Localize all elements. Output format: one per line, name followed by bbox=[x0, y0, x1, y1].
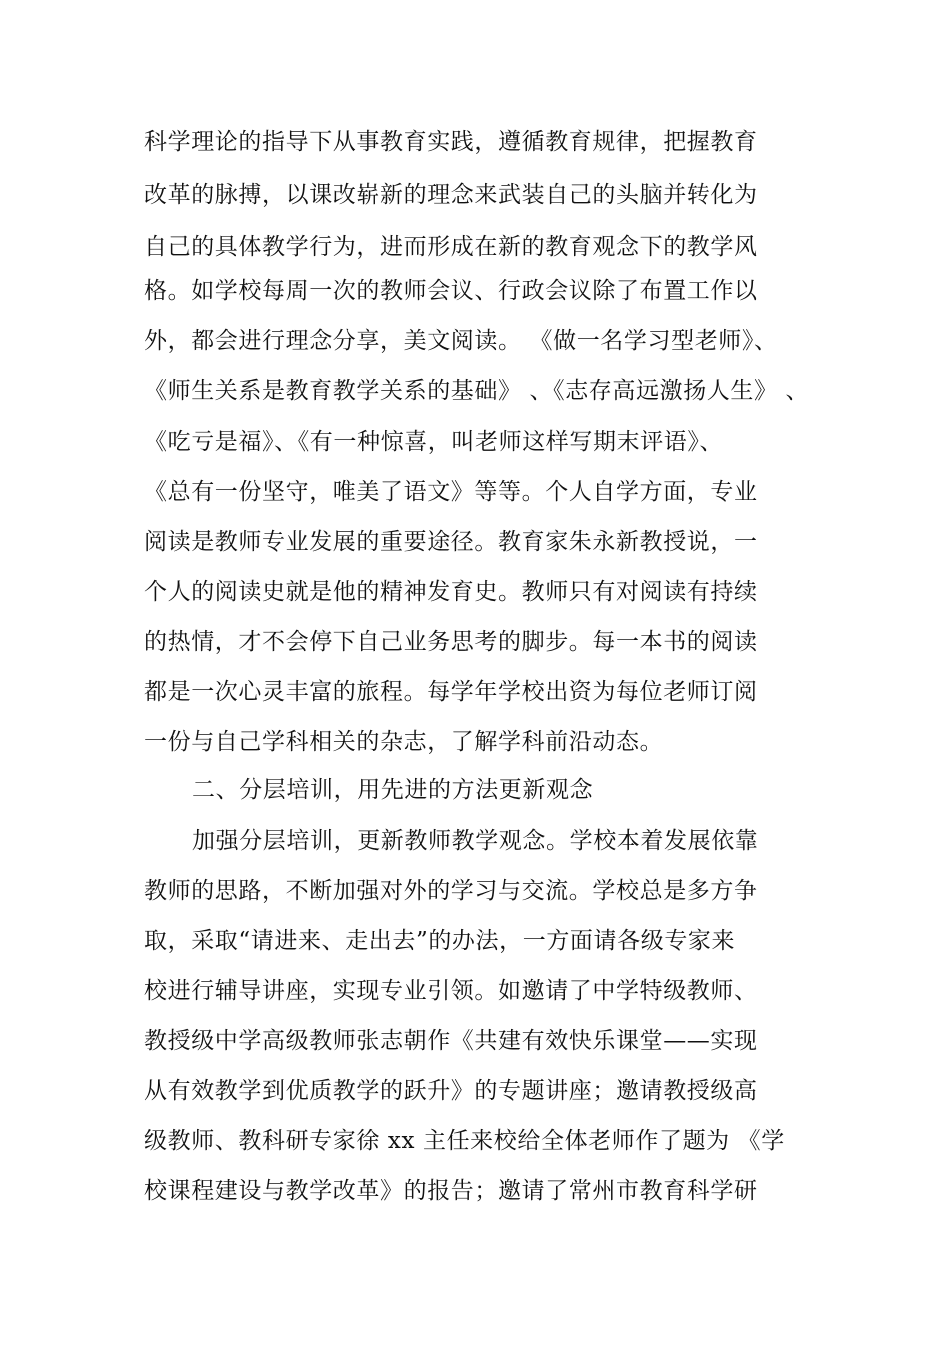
paragraph-line: 加强分层培训，更新教师教学观念。学校本着发展依靠 bbox=[192, 828, 759, 854]
paragraph-line: 校进行辅导讲座，实现专业引领。如邀请了中学特级教师、 bbox=[144, 978, 758, 1004]
paragraph-line: 改革的脉搏，以课改崭新的理念来武装自己的头脑并转化为 bbox=[144, 182, 758, 208]
paragraph-line: 教授级中学高级教师张志朝作《共建有效快乐课堂——实现 bbox=[144, 1028, 758, 1054]
paragraph-line: 自己的具体教学行为，进而形成在新的教育观念下的教学风 bbox=[144, 234, 758, 260]
paragraph-line: 级教师、教科研专家徐 xx 主任来校给全体老师作了题为 《学 bbox=[144, 1128, 785, 1154]
paragraph-line: 校课程建设与教学改革》的报告；邀请了常州市教育科学研 bbox=[144, 1178, 758, 1204]
paragraph-line: 都是一次心灵丰富的旅程。每学年学校出资为每位老师订阅 bbox=[144, 679, 758, 705]
paragraph-line: 阅读是教师专业发展的重要途径。教育家朱永新教授说，一 bbox=[144, 529, 758, 555]
paragraph-line: 取，采取“请进来、走出去”的办法，一方面请各级专家来 bbox=[144, 928, 736, 954]
paragraph-line: 的热情，才不会停下自己业务思考的脚步。每一本书的阅读 bbox=[144, 629, 758, 655]
paragraph-line: 外，都会进行理念分享，美文阅读。 《做一名学习型老师》、 bbox=[144, 328, 778, 354]
paragraph-line: 从有效教学到优质教学的跃升》的专题讲座；邀请教授级高 bbox=[144, 1078, 758, 1104]
paragraph-line: 科学理论的指导下从事教育实践，遵循教育规律，把握教育 bbox=[144, 129, 758, 155]
paragraph-line: 教师的思路，不断加强对外的学习与交流。学校总是多方争 bbox=[144, 878, 758, 904]
paragraph-line: 一份与自己学科相关的杂志，了解学科前沿动态。 bbox=[144, 729, 664, 755]
paragraph-line: 个人的阅读史就是他的精神发育史。教师只有对阅读有持续 bbox=[144, 579, 758, 605]
paragraph-line: 《总有一份坚守，唯美了语文》等等。个人自学方面，专业 bbox=[144, 479, 758, 505]
section-heading: 二、分层培训，用先进的方法更新观念 bbox=[192, 777, 594, 803]
paragraph-line: 《师生关系是教育教学关系的基础》 、《志存高远激扬人生》 、 bbox=[144, 378, 810, 404]
paragraph-line: 《吃亏是福》、《有一种惊喜，叫老师这样写期末评语》、 bbox=[144, 429, 724, 455]
paragraph-line: 格。如学校每周一次的教师会议、行政会议除了布置工作以 bbox=[144, 278, 758, 304]
